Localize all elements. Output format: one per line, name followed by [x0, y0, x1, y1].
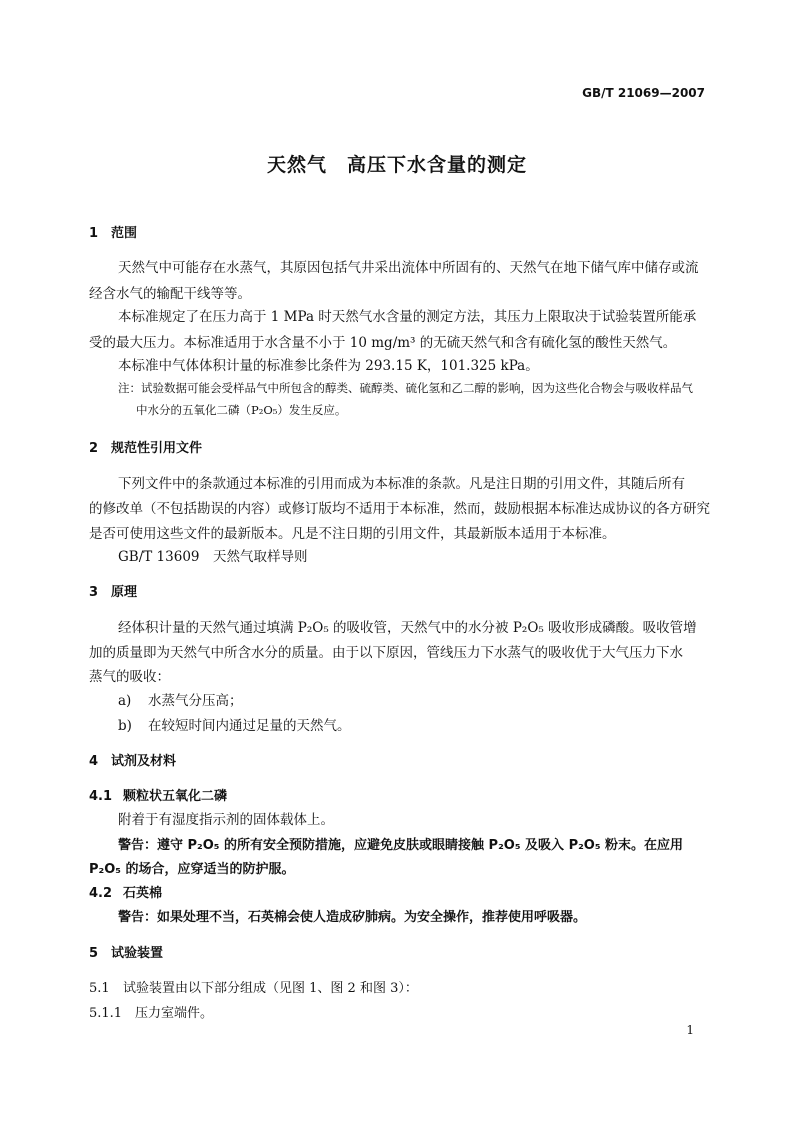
paragraph-line: 蒸气的吸收：: [89, 669, 170, 685]
subsection-heading-quartz-wool: [89, 882, 162, 901]
page-title: 天然气 高压下水含量的测定: [266, 154, 527, 176]
clause-text: 压力室端件。: [135, 1006, 214, 1021]
list-item: [118, 714, 351, 734]
section-number: 1: [89, 226, 99, 241]
subsection-heading-phosphorus-pentoxide: [89, 785, 227, 804]
list-marker: b): [118, 718, 132, 734]
clause-number: 5.1: [89, 981, 110, 996]
list-marker: a): [118, 693, 132, 709]
paragraph-line: 附着于有湿度指示剂的固体载体上。: [118, 812, 334, 828]
paragraph-line: 经含水气的输配干线等等。: [89, 286, 251, 302]
paragraph-line: 本标准规定了在压力高于 1 MPa 时天然气水含量的测定方法，其压力上限取决于试验装置所能承: [118, 309, 697, 325]
reference-entry: GB/T 13609 天然气取样导则: [118, 549, 308, 565]
section-heading-references: [89, 437, 202, 456]
section-number: 5: [89, 946, 99, 961]
section-heading-reagents: [89, 750, 176, 769]
clause-5-1-1: [89, 1002, 213, 1021]
warning-line: P₂O₅ 的场合，应穿适当的防护服。: [89, 862, 295, 877]
section-title: 原理: [111, 585, 138, 600]
clause-number: 5.1.1: [89, 1006, 123, 1021]
note-line: 中水分的五氧化二磷（P₂O₅）发生反应。: [136, 403, 347, 417]
subsection-title: 石英棉: [123, 886, 163, 901]
paragraph-line: 天然气中可能存在水蒸气，其原因包括气井采出流体中所固有的、天然气在地下储气库中储存或流: [118, 260, 699, 276]
warning-line: 警告：遵守 P₂O₅ 的所有安全预防措施，应避免皮肤或眼睛接触 P₂O₅ 及吸入 P₂O₅ 粉末。在应用: [118, 838, 684, 853]
paragraph-line: 加的质量即为天然气中所含水分的质量。由于以下原因，管线压力下水蒸气的吸收优于大气压力下水: [89, 645, 683, 661]
paragraph-line: 经体积计量的天然气通过填满 P₂O₅ 的吸收管，天然气中的水分被 P₂O₅ 吸收形成磷酸。吸收管增: [118, 620, 697, 636]
section-title: 试剂及材料: [111, 754, 177, 769]
standard-code: GB/T 21069—2007: [582, 86, 705, 100]
note-line: 注：试验数据可能会受样品气中所包含的醇类、硫醇类、硫化氢和乙二醇的影响，因为这些化合物会与吸收样品气: [118, 381, 693, 395]
paragraph-line: 是否可使用这些文件的最新版本。凡是不注日期的引用文件，其最新版本适用于本标准。: [89, 526, 616, 542]
page-number: 1: [686, 1023, 694, 1037]
section-title: 试验装置: [111, 946, 164, 961]
paragraph-line: 本标准中气体体积计量的标准参比条件为 293.15 K，101.325 kPa。: [118, 358, 539, 374]
subsection-number: 4.2: [89, 886, 113, 901]
section-title: 规范性引用文件: [111, 441, 203, 456]
paragraph-line: 下列文件中的条款通过本标准的引用而成为本标准的条款。凡是注日期的引用文件，其随后所有: [118, 476, 685, 492]
paragraph-line: 受的最大压力。本标准适用于水含量不小于 10 mg/m³ 的无硫天然气和含有硫化氢的酸性天然气。: [89, 335, 677, 351]
section-heading-principle: [89, 581, 137, 600]
clause-5-1: [89, 977, 418, 996]
section-number: 4: [89, 754, 99, 769]
list-item: [118, 689, 243, 709]
paragraph-line: 的修改单（不包括勘误的内容）或修订版均不适用于本标准，然而，鼓励根据本标准达成协议的各方研究: [89, 501, 710, 517]
warning-line: 警告：如果处理不当，石英棉会使人造成矽肺病。为安全操作，推荐使用呼吸器。: [118, 910, 587, 925]
subsection-title: 颗粒状五氧化二磷: [123, 789, 228, 804]
clause-text: 试验装置由以下部分组成（见图 1、图 2 和图 3）：: [123, 981, 418, 996]
list-item-text: 水蒸气分压高；: [148, 693, 243, 709]
subsection-number: 4.1: [89, 789, 113, 804]
section-heading-apparatus: [89, 942, 163, 961]
section-title: 范围: [111, 226, 138, 241]
list-item-text: 在较短时间内通过足量的天然气。: [148, 718, 351, 734]
section-number: 3: [89, 585, 99, 600]
section-heading-scope: [89, 222, 137, 241]
section-number: 2: [89, 441, 99, 456]
